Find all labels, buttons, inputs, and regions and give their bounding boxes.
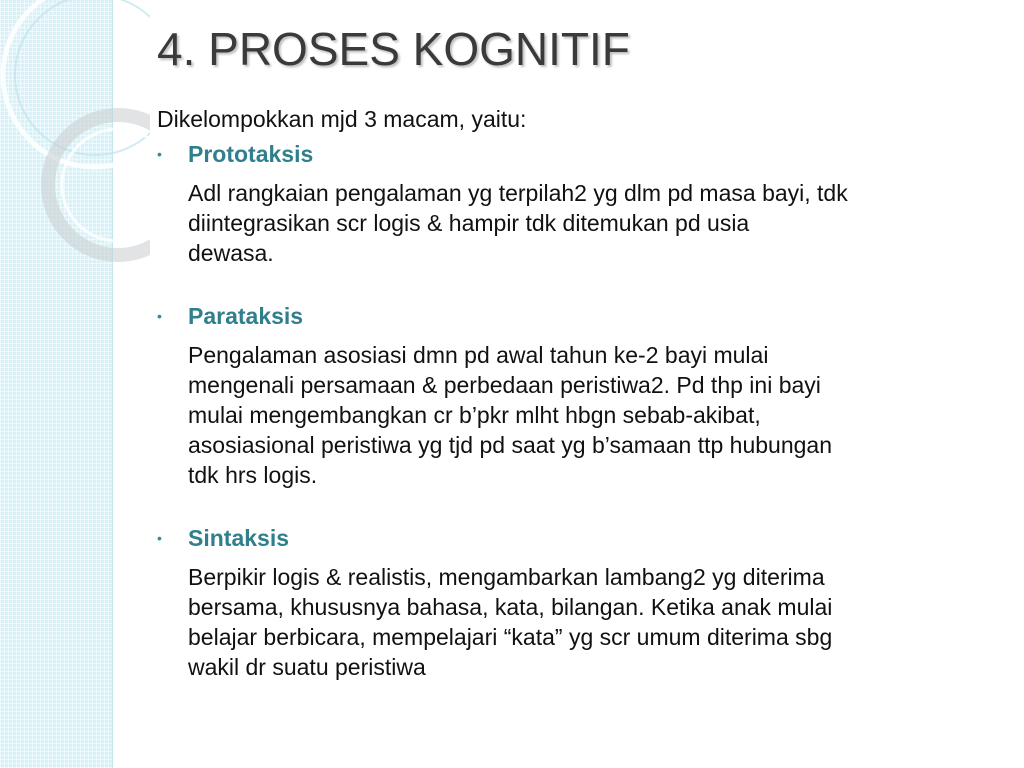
item-description (188, 562, 997, 682)
desc-line: belajar berbicara, mempelajari “kata” yg scr umum diterima sbg (188, 624, 833, 650)
desc-line: mengenali persamaan & perbedaan peristiwa2. Pd thp ini bayi (188, 372, 821, 398)
desc-line: Pengalaman asosiasi dmn pd awal tahun ke-2 bayi mulai (188, 342, 769, 368)
desc-line: dewasa. (188, 240, 274, 266)
bullet-icon: • (157, 146, 162, 162)
intro-text: Dikelompokkan mjd 3 macam, yaitu: (157, 106, 527, 132)
item-heading: Sintaksis (188, 525, 289, 551)
desc-line: diintegrasikan scr logis & hampir tdk ditemukan pd usia (188, 210, 750, 236)
desc-line: wakil dr suatu peristiwa (188, 654, 426, 680)
item-description (188, 178, 997, 268)
list-item-sintaksis (157, 522, 997, 682)
slide-title: 4. PROSES KOGNITIF (157, 23, 630, 75)
desc-line: asosiasional peristiwa yg tjd pd saat yg b’samaan ttp hubungan (188, 432, 832, 458)
item-heading: Prototaksis (188, 141, 314, 167)
bullet-icon: • (157, 308, 162, 324)
list-item-prototaksis (157, 138, 997, 268)
desc-line: Berpikir logis & realistis, mengambarkan lambang2 yg diterima (188, 564, 825, 590)
item-heading: Parataksis (188, 303, 304, 329)
desc-line: bersama, khususnya bahasa, kata, bilangan. Ketika anak mulai (188, 594, 833, 620)
item-description (188, 340, 997, 490)
list-item-parataksis (157, 300, 997, 490)
desc-line: tdk hrs logis. (188, 462, 318, 488)
spacer (157, 490, 997, 522)
desc-line: mulai mengembangkan cr b’pkr mlht hbgn sebab-akibat, (188, 402, 761, 428)
spacer (157, 268, 997, 300)
slide-content (157, 104, 997, 682)
bullet-icon: • (157, 530, 162, 546)
desc-line: Adl rangkaian pengalaman yg terpilah2 yg dlm pd masa bayi, tdk (188, 180, 848, 206)
decorative-rings (0, 0, 150, 330)
